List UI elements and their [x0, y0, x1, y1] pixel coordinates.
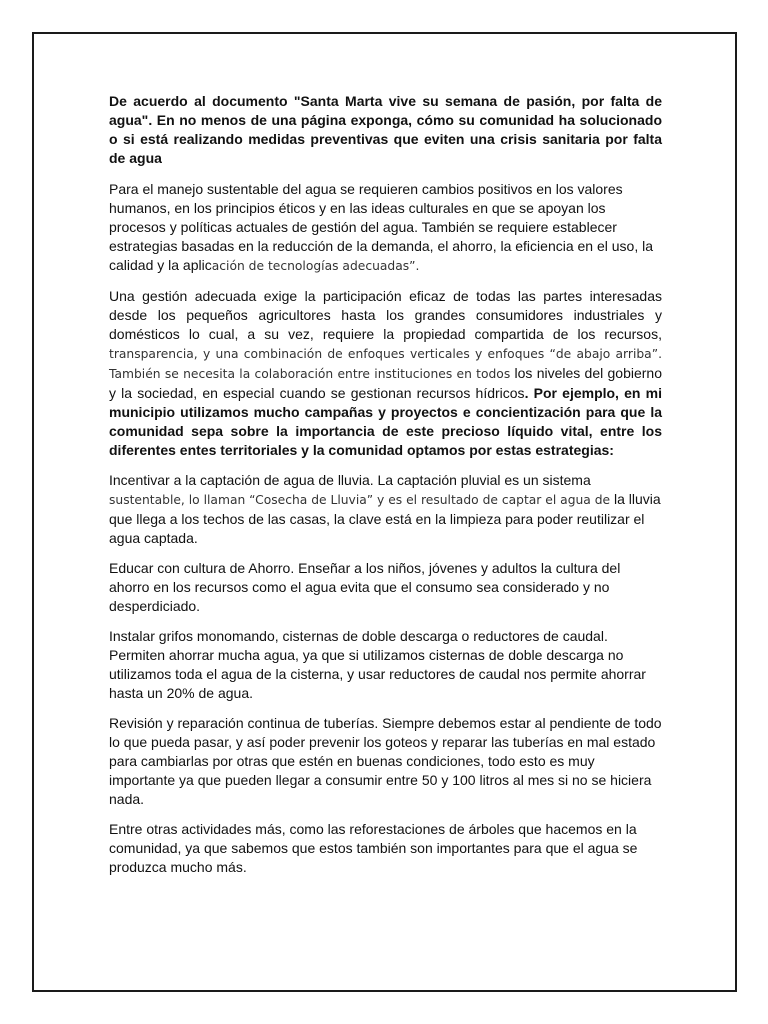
paragraph-3-quote: sustentable, lo llaman “Cosecha de Lluvia” y es el resultado de captar el agua de	[109, 493, 611, 507]
paragraph-4: Educar con cultura de Ahorro. Enseñar a los niños, jóvenes y adultos la cultura del ahorro en los recursos como el agua evita que el consumo sea considerado y no desperdiciado.	[109, 560, 621, 614]
document-heading: De acuerdo al documento "Santa Marta vive su semana de pasión, por falta de agua". En no menos de una página exponga, cómo su comunidad ha solucionado o si está realizando medidas preventivas que eviten una crisis sanitaria por falta de agua	[109, 93, 662, 166]
paragraph-3	[109, 471, 662, 548]
paragraph-3-text-cont: la lluvia que llega a los techos de las casas, la clave está en la limpieza para poder reutilizar el agua captada.	[109, 491, 661, 546]
paragraph-1	[109, 180, 662, 276]
paragraph-2	[109, 287, 662, 460]
paragraph-6: Revisión y reparación continua de tuberías. Siempre debemos estar al pendiente de todo lo que pueda pasar, y así poder prevenir los goteos y reparar las tuberías en mal estado para cambiarlas por otras que estén en buenas condiciones, todo esto es muy importante ya que pueden llegar a consumir entre 50 y 100 litros al mes si no se hiciera nada.	[109, 715, 662, 807]
paragraph-3-text: Incentivar a la captación de agua de lluvia. La captación pluvial es un sistema	[109, 472, 591, 488]
paragraph-2-quote: transparencia, y una combinación de enfoques verticales y enfoques “de abajo arriba”. También se necesita la colaboración entre instituciones en todos	[109, 347, 662, 381]
paragraph-1-quote-end: ación de tecnologías adecuadas”.	[211, 259, 420, 273]
document-content	[109, 92, 662, 888]
paragraph-5: Instalar grifos monomando, cisternas de doble descarga o reductores de caudal. Permiten ahorrar mucha agua, ya que si utilizamos cisternas de doble descarga no utilizamos toda el agua de la cisterna, y usar reductores de caudal nos permite ahorrar hasta un 20% de agua.	[109, 628, 646, 701]
paragraph-7: Entre otras actividades más, como las reforestaciones de árboles que hacemos en la comunidad, ya que sabemos que estos también son importantes para que el agua se produzca mucho más.	[109, 821, 638, 875]
paragraph-2-bold: . Por ejemplo, en mi municipio utilizamos mucho campañas y proyectos e concientización para que la comunidad sepa sobre la importancia de este precioso líquido vital, entre los diferentes entes territoriales y la comunidad optamos por estas estrategias:	[109, 385, 662, 458]
paragraph-1-text: Para el manejo sustentable del agua se requieren cambios positivos en los valores humanos, en los principios éticos y en las ideas culturales en que se apoyan los procesos y políticas actuales de gestión del agua. También se requiere establecer estrategias basadas en la reducción de la demanda, el ahorro, la eficiencia en el uso, la calidad y la aplic	[109, 181, 654, 273]
document-page	[32, 32, 737, 992]
paragraph-2-text: Una gestión adecuada exige la participación eficaz de todas las partes interesadas desde los pequeños agricultores hasta los grandes consumidores industriales y domésticos lo cual, a su vez, requiere la propiedad compartida de los recursos,	[109, 288, 662, 342]
paragraph-2-text-cont: los niveles del gobierno y la sociedad, en especial cuando se gestionan recursos hídricos	[109, 365, 662, 401]
